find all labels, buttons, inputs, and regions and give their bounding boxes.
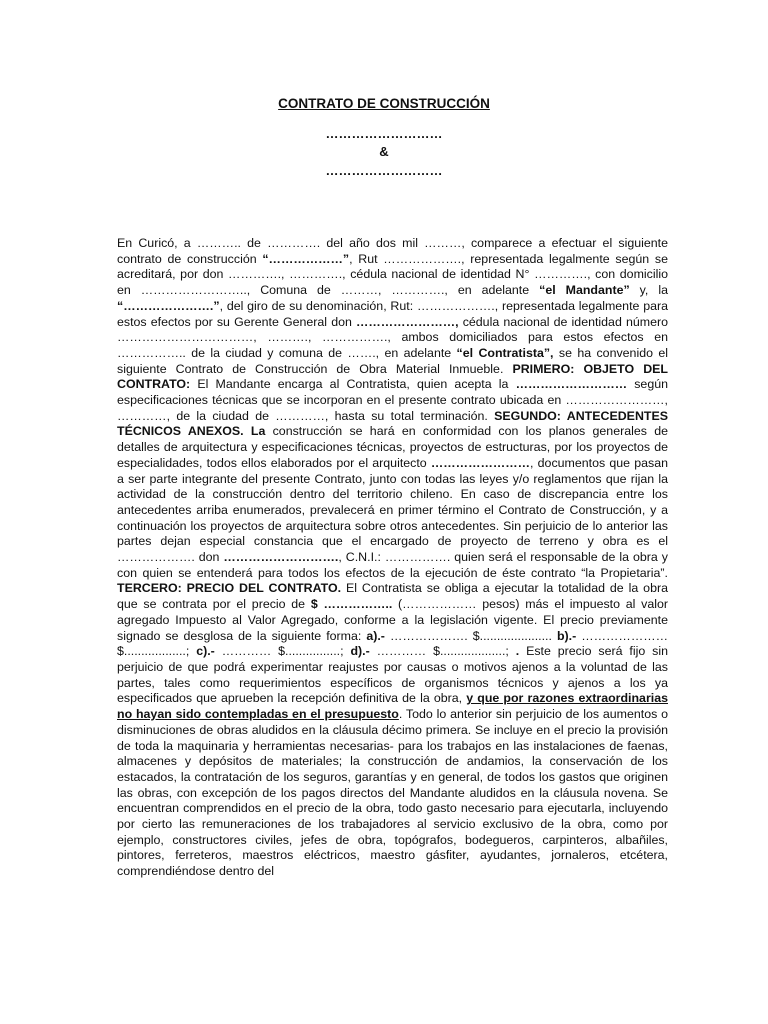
body-text: ………… $................; — [214, 644, 351, 659]
body-text: ………………… $..................; — [117, 628, 668, 659]
body-bold-text: “el Contratista”, — [456, 345, 554, 360]
body-bold-text: …………………… — [430, 455, 531, 470]
party-2-placeholder: ……………………… — [325, 163, 443, 178]
body-bold-text: ……………………… — [515, 377, 628, 392]
contract-body-paragraph — [117, 236, 668, 880]
contract-price: $ …………….. — [310, 597, 393, 612]
document-title-text: CONTRATO DE CONSTRUCCIÓN — [278, 96, 490, 111]
body-text: , C.N.I.: ……………. quien será el responsable de la obra y con quien se entenderá para todos los efectos de la ejecución de éste contrato “la Propietaria”. — [117, 550, 668, 580]
clause-heading-tercero: TERCERO: PRECIO DEL CONTRATO. — [117, 581, 342, 596]
party-ampersand: & — [379, 144, 389, 159]
body-bold-text: “………………….” — [117, 298, 220, 313]
clause-heading-primero: PRIMERO: OBJETO DEL CONTRATO: — [117, 361, 668, 392]
price-item-label: c).- — [196, 644, 215, 659]
body-text: cédula nacional de identidad número ……………………………, ………., ……………., ambos domiciliados para estos efectos en …………….. de la ciudad y comuna de ……., en adelante — [117, 314, 668, 360]
body-text: , documentos que pasan a ser parte integrante del presente Contrato, junto con todas las leyes y/o reglamentos que rijan la actividad de la construcción dentro del territorio chileno. En caso de discrepancia entre los antecedentes arriba enumerados, prevalecerá en primer término el Contrato de Construcción, y a continuación los proyectos de arquitectura sobre otros antecedentes. Sin perjuicio de lo anterior las partes dejan especial constancia que el encargado de proyecto de terreno y obra es el ………………. don — [117, 455, 668, 565]
clause-heading-segundo: SEGUNDO: ANTECEDENTES TÉCNICOS ANEXOS. La — [117, 408, 668, 439]
body-text: El Mandante encarga al Contratista, quien acepta la — [190, 377, 516, 392]
body-bold-text: ………………………. — [223, 550, 339, 565]
body-text: ………………. $..................... — [384, 628, 557, 643]
body-bold-text: . — [515, 644, 520, 659]
body-text: construcción se hará en conformidad con los planos generales de detalles de arquitectura y especificaciones técnicas, proyectos de estructuras, por los proyectos de especialidades, todos ellos elaborados por el arquitecto — [117, 424, 668, 470]
body-text: En Curicó, a ……….. de …………. del año dos mil ………, comparece a efectuar el siguiente contrato de construcción — [117, 236, 668, 266]
price-item-label: a).- — [366, 628, 385, 643]
body-bold-text: “el Mandante” — [539, 283, 630, 298]
body-text: según especificaciones técnicas que se incorporan en el presente contrato ubicada en ……………………, …………, de la ciudad de …………, hasta su total terminación. — [117, 377, 668, 423]
document-title — [0, 96, 768, 111]
party-1-placeholder: ……………………… — [325, 126, 443, 141]
body-text: ………… $...................; — [369, 644, 516, 659]
price-item-label: d).- — [350, 644, 370, 659]
body-text: Este precio será fijo sin perjuicio de que podrá experimentar reajustes por causas o motivos ajenos a la voluntad de las partes, tales como requerimientos específicos de organismos técnicos y ajenos a los ya especificados que aprueben la recepción definitiva de la obra, — [117, 644, 668, 706]
body-text: se ha convenido el siguiente Contrato de Construcción de Obra Material Inmueble. — [117, 345, 668, 376]
body-text: y, la — [629, 283, 669, 298]
price-item-label: b).- — [556, 628, 577, 643]
underlined-bold-clause: y que por razones extraordinarias no hayan sido contempladas en el presupuesto — [117, 691, 668, 722]
body-bold-text: ……………………, — [356, 314, 459, 329]
body-text: , del giro de su denominación, Rut: ………………., representada legalmente para estos efectos por su Gerente General don — [117, 298, 668, 329]
body-text: (……………… pesos) más el impuesto al valor agregado Impuesto al Valor Agregado, conforme a la legislación vigente. El precio previamente signado se desglosa de la siguiente forma: — [117, 597, 669, 643]
body-bold-text: “………………” — [262, 251, 350, 266]
body-text: , Rut ………………., representada legalmente según se acreditará, por don …………., …………., cédula nacional de identidad N° …………., con domicilio en …………………….., Comuna de ………, …………., en adelante — [117, 251, 668, 298]
body-text: El Contratista se obliga a ejecutar la totalidad de la obra que se contrata por el precio de — [117, 581, 668, 612]
body-text: . Todo lo anterior sin perjuicio de los aumentos o disminuciones de obras aludidos en la cláusula décimo primera. Se incluye en el precio la provisión de toda la maquinaria y herramientas necesarias- para los trabajos en las instalaciones de faenas, almacenes y depósitos de materiales; la construcción de andamios, la conservación de los estacados, la contratación de los seguros, garantías y en general, de todos los gastos que originen las obras, con excepción de los pagos directos del Mandante aludidos en la cláusula novena. Se encuentran comprendidos en el precio de la obra, todo gasto necesario para ejecutarla, incluyendo por cierto las remuneraciones de los trabajadores al servicio exclusivo de la obra, como por ejemplo, constructores civiles, jefes de obra, topógrafos, bodegueros, carpinteros, albañiles, pintores, ferreteros, maestros eléctricos, maestro gásfiter, ayudantes, jornaleros, etcétera, comprendiéndose dentro del — [117, 707, 668, 879]
